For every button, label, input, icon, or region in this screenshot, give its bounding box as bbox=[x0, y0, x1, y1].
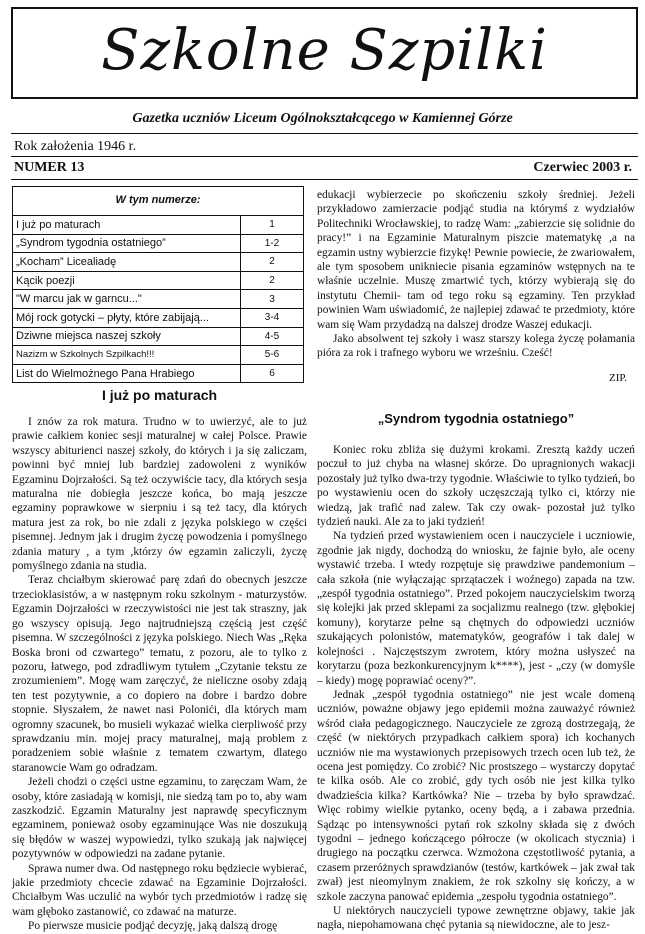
toc-item-page: 6 bbox=[240, 365, 303, 383]
toc-item-label: Dziwne miejsca naszej szkoły bbox=[16, 330, 161, 343]
toc-row bbox=[13, 234, 303, 253]
article-body bbox=[12, 415, 307, 934]
toc-row bbox=[13, 308, 303, 327]
paragraph: edukacji wybierzecie po skończeniu szkoły średniej. Jeżeli przykładowo zamierzacie podjąć studia na którymś z wydziałów Politechniki Wrocławskiej, to radzę Wam: „zabierzcie się solidnie do pracy!” i na Egzaminie Maturalnym piszcie matematykę ,a na egzamin ustny wybierzcie fizykę! Pewnie powiecie, że zwariowałem, ale tym sposobem unikniecie pisania egzaminów wstępnych na te właśnie uczelnie. Muszę zmartwić tych, którzy wybierają się do instytutu Chemii- tam od tego roku są egzaminy. Ten przykład powinien Wam uświadomić, że najlepiej zdawać te przedmioty, które wam się Wam przydadzą na dalszej drodze Waszej edukacji. bbox=[317, 189, 635, 331]
paragraph: Jednak „zespół tygodnia ostatniego” nie jest wcale domeną uczniów, poważne objawy jego epidemii można zauważyć również wśród ciała pedagogicznego. Nauczyciele ze zgrozą dostrzegają, że część (w niektórych przypadkach całkiem spora) ich kochanych uczniów nie ma wystawionych przepisowych trzech ocen lub też, że ocena jest pomiędzy. Co zrobić? Nic prostszego – wystarczy dopytać te kilka osób. Ale co zrobić, gdy tych osób nie jest kilka tylko dwadzieścia kilka? Kartkówka? Nie – trzeba by było sprawdzać. Więc robimy wielkie pytanko, oceny będą, a i zabawa przednia. Sądząc po intensywności pytań rok szkolny składa się z dwóch tygodni – jednego kończącego półrocze (w okolicach stycznia) i drugiego na początku czerwca. Wzmożona częstotliwość pytania, a czasem przeróżnych sprawdzianów (testów, kartkówek – jak zwał tak zwał) jest nieomylnym znakiem, że rok szkolny się kończy, a w szkole zaczyna panować epidemia „zespołu tygodnia ostatniego”. bbox=[317, 688, 635, 903]
toc-item-label: Nazizm w Szkolnych Szpilkach!!! bbox=[16, 349, 155, 361]
paragraph: Na tydzień przed wystawieniem ocen i nauczyciele i uczniowie, zgodnie jak nigdy, dochodzą do wniosku, że fajnie było, ale oceny wystawić trzeba. I wtedy rozpętuje się prawdziwe pandemonium – cała szkoła (nie wyłączając sprzątaczek i woźnego) zapada na tzw. „zespół tygodnia ostatniego”. Przed pokojem nauczycielskim tworzą się kolejki jak przed sklepami za socjalizmu realnego (tzw. głębokiej komuny), korytarze pełne są chętnych do odpowiedzi uczniów szukających polonistów, matematyków, geografów i tak dalej w kolejności . Najczęstszym zwrotem, który można usłyszeć na korytarzu (poza bezkonkurencyjnym k****), jest - „czy (w domyśle – kiedy) mogę poprawiać oceny?”. bbox=[317, 530, 635, 687]
author-signature: ZIP. bbox=[608, 372, 627, 384]
paragraph: Po pierwsze musicie podjąć decyzję, jaką dalszą drogę bbox=[28, 920, 278, 933]
founded-year: Rok założenia 1946 r. bbox=[14, 139, 137, 154]
issue-number: NUMER 13 bbox=[14, 160, 85, 175]
toc-row bbox=[13, 345, 303, 364]
toc-item-page: 1 bbox=[240, 216, 303, 234]
toc-item-page: 3-4 bbox=[240, 309, 303, 327]
article-body bbox=[317, 443, 635, 933]
masthead-box bbox=[11, 7, 638, 99]
divider bbox=[11, 179, 638, 180]
table-of-contents bbox=[12, 186, 304, 383]
toc-row bbox=[13, 271, 303, 290]
toc-row bbox=[13, 252, 303, 271]
toc-item-page: 5-6 bbox=[240, 346, 303, 364]
toc-item-label: „Kocham” Licealiadę bbox=[16, 255, 117, 268]
issue-date: Czerwiec 2003 r. bbox=[533, 160, 632, 175]
toc-item-label: Mój rock gotycki – płyty, które zabijają... bbox=[16, 311, 209, 324]
toc-item-page: 1-2 bbox=[240, 235, 303, 253]
newspaper-title: Szkolne Szpilki bbox=[101, 18, 548, 83]
toc-item-label: "W marcu jak w garncu..." bbox=[16, 293, 142, 306]
toc-row bbox=[13, 327, 303, 346]
paragraph: Jako absolwent tej szkoły i wasz starszy kolega życzę połamania pióra za rok i trafnego wyboru we wrześniu. Cześć! bbox=[317, 333, 635, 360]
toc-item-page: 3 bbox=[240, 290, 303, 308]
divider bbox=[11, 156, 638, 157]
paragraph: Teraz chciałbym skierować parę zdań do obecnych jeszcze trzecioklasistów, a w następnym roku szkolnym - maturzystów. Egzamin Dojrzałości w rzeczywistości nie jest tak straszny, jak go wszyscy opisują. Jego najtrudniejszą częścią jest część pisemna. W szczególności z języka polskiego. Niech Was „Ręka Boska broni od czwartego” tematu, z pozoru, ale to tylko z pozoru, łatwego, pod zdradliwym tytułem „Czytanie tekstu ze zrozumieniem”. Mogę wam zaręczyć, że nieliczne osoby zdają ten test pozytywnie, a co dopiero na dobre i bardzo dobre stopnie. Słyszałem, że nawet nasi Polonići, dla których mam ogromny szacunek, bo musieli wykazać wielka cierpliwość przy sprawdzaniu min. mojej pracy maturalnej, mają problem z poradzeniem sobie właśnie z tematem czwartym, dlatego staranowcie Wam go odradzam. bbox=[12, 574, 307, 774]
toc-row bbox=[13, 289, 303, 308]
toc-item-label: „Syndrom tygodnia ostatniego” bbox=[16, 237, 166, 250]
toc-item-page: 4-5 bbox=[240, 328, 303, 346]
article-continuation bbox=[317, 188, 635, 361]
toc-row bbox=[13, 364, 303, 383]
toc-item-page: 2 bbox=[240, 253, 303, 271]
paragraph: Jeżeli chodzi o części ustne egzaminu, to zaręczam Wam, że osoby, które zasiadają w komisji, nie siedzą tam po to, aby wam zaszkodzić. Egzamin Maturalny jest naprawdę specyficznym egzaminem, ponieważ osoby egzaminujące Was nie doszukują się błędów w waszej wypowiedzi, tylko szukają jak najwięcej pozytywnów w odpowiedzi na zadane pytanie. bbox=[12, 776, 307, 861]
toc-item-page: 2 bbox=[240, 272, 303, 290]
divider bbox=[11, 133, 638, 134]
article-title: I już po maturach bbox=[101, 387, 218, 403]
article-title: „Syndrom tygodnia ostatniego” bbox=[377, 411, 575, 426]
toc-item-label: List do Wielmożnego Pana Hrabiego bbox=[16, 367, 195, 380]
paragraph: Koniec roku zbliża się dużymi krokami. Zresztą każdy uczeń poczuł to już chyba na własnej skórze. Do upragnionych wakacji pozostały już tylko dwa-trzy tygodnie. Właściwie to tylko tydzień, bo po wystawieniu ocen do szkoły uczęszczają tylko ci, którzy nie wiedzą, jak trafić nad zalew. Tak czy owak- pozostał już tylko tydzień nauki. Ale za to jaki tydzień! bbox=[317, 444, 635, 529]
toc-item-label: Kącik poezji bbox=[16, 274, 75, 287]
toc-item-label: I już po maturach bbox=[16, 218, 101, 231]
paragraph: I znów za rok matura. Trudno w to uwierzyć, ale to już prawie całkiem koniec sesji maturalnej w całej Polsce. Prawie wszyscy abiturienci naszej szkoły, do których i ja się zaliczam, powinni być mniej lub bardziej zadowoleni z wyników Egzaminu Dojrzałości. Są też oczywiście tacy, dla których sesja maturalna nie dobiegła jeszcze końca, bo mają jeszcze egzaminy poprawkowe w sierpniu i są też tacy, dla których matura jest za rok, bo nie zdali z języka polskiego w części pisemnej. Jednym jak i drugim życzę powodzenia i pomyślnego zdania matury , a tym ,którzy ów egzamin zaliczyli, życzę pomyślnego zdania na studia. bbox=[12, 416, 307, 573]
paragraph: Sprawa numer dwa. Od następnego roku będziecie wybierać, jakie przedmioty chcecie zdawać na Egzaminie Dojrzałości. Chciałbym Was uczulić na wybór tych przedmiotów i radzę się wam głęboko zastanowić, co zdawać na maturze. bbox=[12, 862, 307, 918]
newspaper-subtitle: Gazetka uczniów Liceum Ogólnokształcącego w Kamiennej Górze bbox=[132, 111, 513, 126]
toc-heading: W tym numerze: bbox=[115, 194, 201, 206]
toc-row bbox=[13, 215, 303, 234]
paragraph: U niektórych nauczycieli typowe zewnętrzne objawy, takie jak nagła, niepohamowana chęć pytania są niewidoczne, ale to jesz- bbox=[317, 905, 635, 932]
